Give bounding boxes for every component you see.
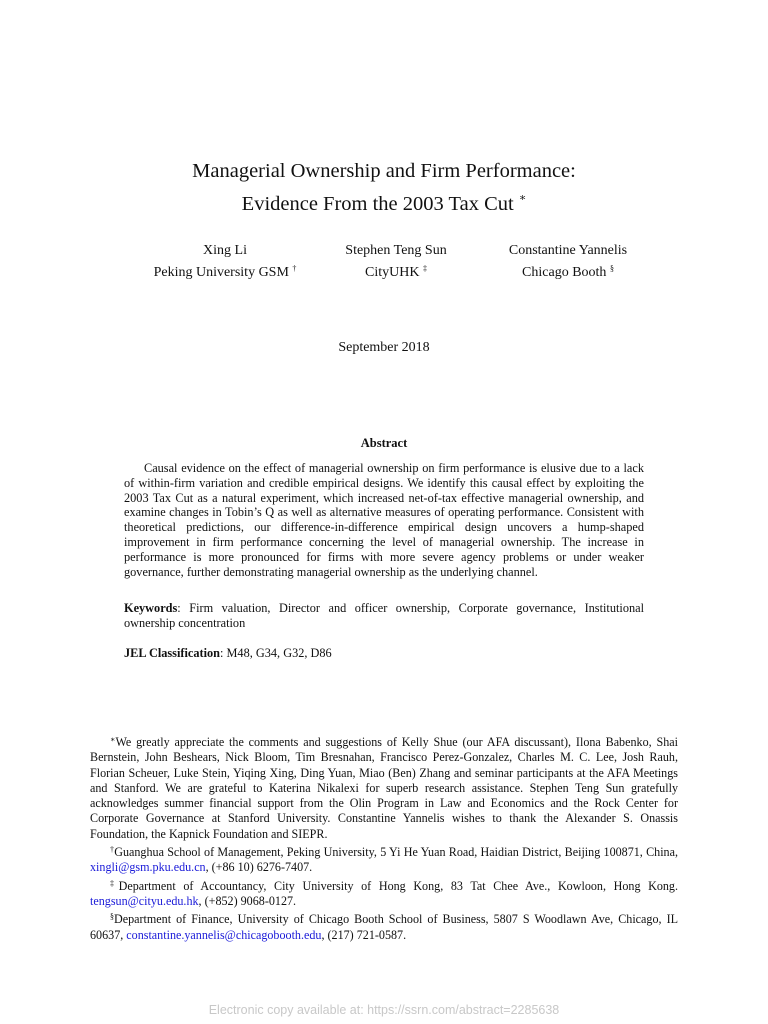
title-line-1: Managerial Ownership and Firm Performance: <box>192 160 576 182</box>
footnote-acknowledgements: ∗We greatly appreciate the comments and suggestions of Kelly Shue (our AFA discussant), Ilona Babenko, Shai Bernstein, John Beshears, Nick Bloom, Tim Bresnahan, Francisco Perez-Gonzalez, Charles M. C. Lee, Josh Rauh, Florian Scheuer, Luke Stein, Yiqing Xing, Ding Yuan, Miao (Ben) Zhang and seminar participants at the AFA Meetings and Stanford. We are grateful to Katerina Nikalexi for superb research assistance. Stephen Teng Sun gratefully acknowledges summer financial support from the Olin Program in Law and Economics and the Rock Center for Corporate Governance at Stanford University. Constantine Yannelis wishes to thank the Alexander S. Onassis Foundation, the Kapnick Foundation and SIEPR. <box>90 735 678 841</box>
author-name: Constantine Yannelis <box>508 243 628 258</box>
author-stephen-teng-sun <box>320 242 472 282</box>
title-footnote-mark: ∗ <box>518 192 527 204</box>
footnotes <box>90 732 678 943</box>
author-constantine-yannelis <box>478 242 658 282</box>
author-affiliation: Peking University GSM † <box>153 264 297 280</box>
paper-title <box>0 158 768 218</box>
footnote-stephen-teng-sun: ‡Department of Accountancy, City University of Hong Kong, 83 Tat Chee Ave., Kowloon, Hong Kong. tengsun@cityu.edu.hk, (+852) 9068-0127. <box>90 878 679 908</box>
footnote-constantine-yannelis: §Department of Finance, University of Chicago Booth School of Business, 5807 S Woodlawn Ave, Chicago, IL 60637, constantine.yannelis@chicagobooth.edu, (217) 721-0587. <box>90 912 678 942</box>
footnote-xing-li: †Guanghua School of Management, Peking University, 5 Yi He Yuan Road, Haidian District, Beijing 100871, China, xingli@gsm.pku.edu.cn, (+86 10) 6276-7407. <box>90 845 678 875</box>
abstract-heading: Abstract <box>360 436 408 450</box>
email-link-yannelis[interactable]: constantine.yannelis@chicagobooth.edu <box>126 927 322 942</box>
jel-classification <box>124 646 644 661</box>
paper-date: September 2018 <box>338 340 430 355</box>
abstract-text: Causal evidence on the effect of managerial ownership on firm performance is elusive due to a lack of within-firm variation and credible empirical designs. We identify this causal effect by exploiting the 2003 Tax Cut as a natural experiment, which increased net-of-tax effective managerial ownership, and examine changes in Tobin’s Q as well as alternative measures of operating performance. Consistent with theoretical predictions, our difference-in-difference empirical design uncovers a hump-shaped improvement in firm performance concerning the level of managerial ownership. The increase in performance is more pronounced for firms with more severe agency problems or under weaker governance, further demonstrating managerial ownership as the underlying channel. <box>124 461 644 579</box>
email-link-tengsun[interactable]: tengsun@cityu.edu.hk <box>90 893 199 908</box>
author-xing-li <box>140 242 310 282</box>
jel-text: : M48, G34, G32, D86 <box>220 646 332 660</box>
author-block <box>0 242 768 282</box>
keywords <box>124 601 644 631</box>
author-affiliation: Chicago Booth § <box>522 264 614 280</box>
author-affiliation: CityUHK ‡ <box>365 264 427 280</box>
jel-label: JEL Classification <box>124 646 220 660</box>
ssrn-watermark: Electronic copy available at: https://ssrn.com/abstract=2285638 <box>208 1003 560 1017</box>
author-name: Xing Li <box>203 243 247 258</box>
author-name: Stephen Teng Sun <box>345 243 447 258</box>
keywords-label: Keywords <box>124 601 178 615</box>
keywords-text: : Firm valuation, Director and officer ownership, Corporate governance, Institutional ownership concentration <box>124 601 644 630</box>
title-line-2: Evidence From the 2003 Tax Cut ∗ <box>241 192 527 215</box>
email-link-xingli[interactable]: xingli@gsm.pku.edu.cn <box>90 860 206 875</box>
